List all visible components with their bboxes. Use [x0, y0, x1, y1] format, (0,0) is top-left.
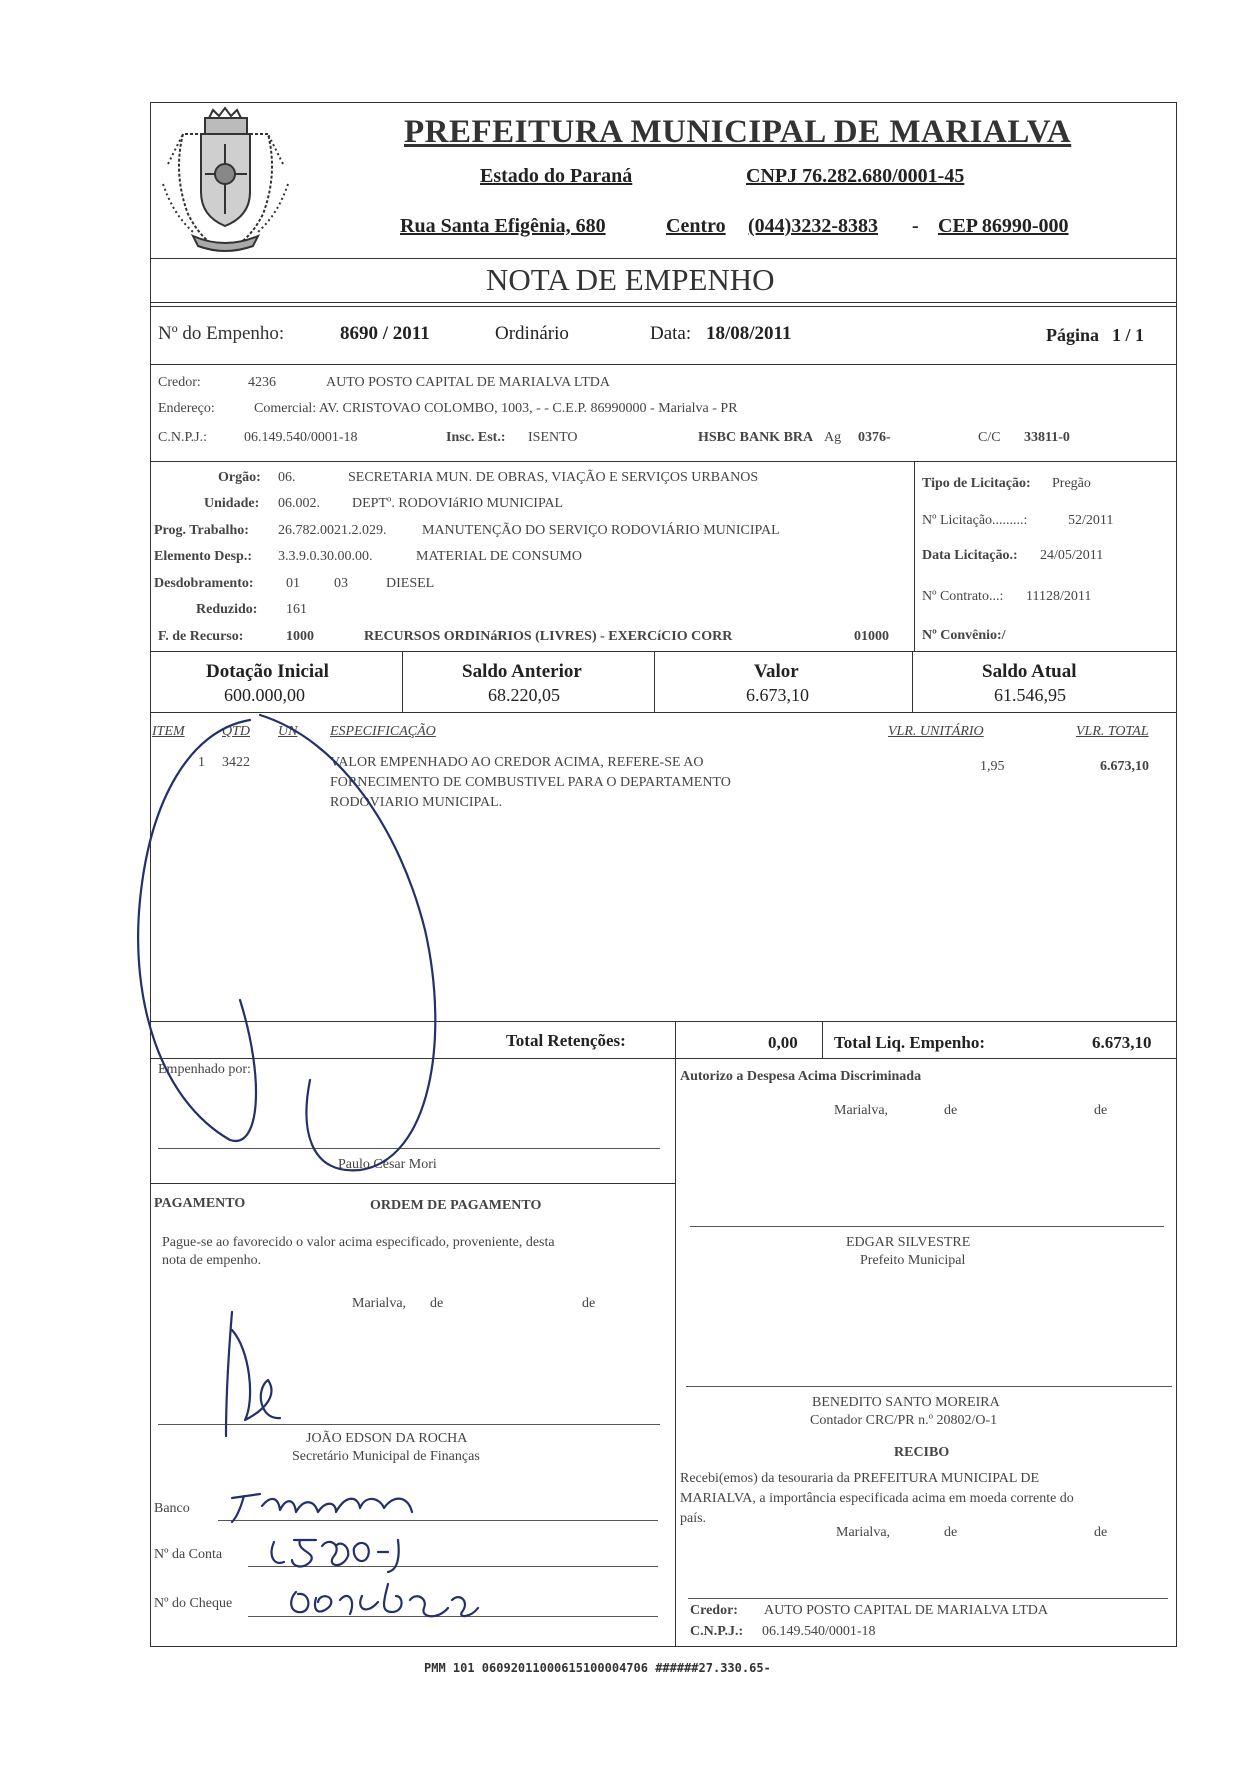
total-retencoes-label: Total Retenções:: [506, 1031, 626, 1050]
banco-label: Banco: [154, 1501, 190, 1516]
pagamento-de-1: de: [430, 1296, 444, 1311]
header-cep: CEP 86990-000: [938, 215, 1069, 237]
page-number: 1 / 1: [1112, 325, 1145, 345]
licitacao-num-label: Nº Licitação.........:: [922, 513, 1028, 528]
elemento-name: MATERIAL DE CONSUMO: [416, 549, 582, 564]
recibo-cnpj: 06.149.540/0001-18: [762, 1624, 876, 1639]
unidade-code: 06.002.: [278, 496, 320, 511]
fonte-code: 1000: [286, 629, 314, 644]
elemento-label: Elemento Desp.:: [154, 549, 252, 564]
orgao-name: SECRETARIA MUN. DE OBRAS, VIAÇÃO E SERVIÇOS URBANOS: [348, 470, 759, 485]
insc-value: ISENTO: [528, 430, 578, 445]
insc-label: Insc. Est.:: [446, 430, 506, 445]
item-desc-line-1: VALOR EMPENHADO AO CREDOR ACIMA, REFERE-SE AO: [330, 755, 704, 770]
cheque-label: Nº do Cheque: [154, 1596, 233, 1611]
desdobramento-2: 03: [334, 576, 348, 591]
header-state: Estado do Paraná: [480, 165, 633, 187]
prog-label: Prog. Trabalho:: [154, 523, 249, 538]
recibo-title: RECIBO: [894, 1445, 950, 1460]
credor-name: AUTO POSTO CAPITAL DE MARIALVA LTDA: [326, 375, 610, 390]
empenho-date: 18/08/2011: [706, 323, 792, 344]
saldo-anterior-label: Saldo Anterior: [462, 661, 582, 682]
col-item: ITEM: [152, 724, 185, 739]
col-vlr-unitario: VLR. UNITÁRIO: [888, 724, 984, 739]
desdobramento-1: 01: [286, 576, 300, 591]
cnpj-label: C.N.P.J.:: [158, 430, 208, 445]
reduzido-value: 161: [286, 602, 307, 617]
pagamento-city: Marialva,: [352, 1296, 407, 1311]
unidade-name: DEPTº. RODOVIáRIO MUNICIPAL: [352, 496, 564, 511]
autorizo-de-2: de: [1094, 1103, 1108, 1118]
fonte-label: F. de Recurso:: [158, 629, 244, 644]
col-un: UN: [278, 724, 298, 739]
signature-loop-large: [138, 720, 256, 1141]
credor-address: Comercial: AV. CRISTOVAO COLOMBO, 1003, - - C.E.P. 86990000 - Marialva - PR: [254, 401, 738, 416]
col-vlr-total: VLR. TOTAL: [1076, 724, 1149, 739]
header-phone: (044)3232-8383: [748, 215, 878, 237]
fonte-name: RECURSOS ORDINáRIOS (LIVRES) - EXERCíCIO CORR: [364, 629, 733, 644]
fonte-code-2: 01000: [854, 629, 889, 644]
credor-code: 4236: [248, 375, 276, 390]
autorizo-city: Marialva,: [834, 1103, 889, 1118]
item-number: 1: [198, 755, 205, 770]
desdobramento-name: DIESEL: [386, 576, 435, 591]
desdobramento-label: Desdobramento:: [154, 576, 254, 591]
pagamento-text-2: nota de empenho.: [162, 1253, 262, 1268]
page-label: Página: [1046, 325, 1100, 345]
valor-label: Valor: [754, 661, 799, 682]
empenhado-name: Paulo César Mori: [338, 1157, 437, 1172]
banco-handwriting: [232, 1494, 412, 1522]
col-especificacao: ESPECIFICAÇÃO: [330, 724, 436, 739]
total-retencoes-value: 0,00: [768, 1033, 798, 1052]
saldo-anterior-value: 68.220,05: [488, 685, 560, 705]
prefeito-name: EDGAR SILVESTRE: [846, 1235, 971, 1250]
credor-cnpj: 06.149.540/0001-18: [244, 430, 358, 445]
saldo-atual-label: Saldo Atual: [982, 661, 1077, 682]
autorizo-de-1: de: [944, 1103, 958, 1118]
endereco-label: Endereço:: [158, 401, 215, 416]
total-liq-value: 6.673,10: [1092, 1033, 1152, 1052]
tipo-licitacao-label: Tipo de Licitação:: [922, 476, 1031, 491]
pagamento-label: PAGAMENTO: [154, 1196, 246, 1211]
contador-role: Contador CRC/PR n.º 20802/O-1: [810, 1413, 998, 1428]
licitacao-num: 52/2011: [1068, 513, 1114, 528]
pagamento-text-1: Pague-se ao favorecido o valor acima especificado, proveniente, desta: [162, 1235, 555, 1250]
recibo-de-1: de: [944, 1525, 958, 1540]
contador-name: BENEDITO SANTO MOREIRA: [812, 1395, 1000, 1410]
dotacao-label: Dotação Inicial: [206, 661, 329, 682]
item-desc-line-2: FORNECIMENTO DE COMBUSTIVEL PARA O DEPARTAMENTO: [330, 775, 731, 790]
saldo-atual-value: 61.546,95: [994, 685, 1066, 705]
ag-label: Ag: [824, 430, 842, 445]
cheque-handwriting: [291, 1584, 478, 1616]
cc-label: C/C: [978, 430, 1001, 445]
item-vlr-total: 6.673,10: [1100, 759, 1149, 774]
item-desc-line-3: RODOVIARIO MUNICIPAL.: [330, 795, 503, 810]
header-cnpj: CNPJ 76.282.680/0001-45: [746, 165, 965, 187]
orgao-label: Orgão:: [218, 470, 261, 485]
secretario-role: Secretário Municipal de Finanças: [292, 1449, 480, 1464]
signature-loop-right: [260, 715, 435, 1170]
autorizo-text: Autorizo a Despesa Acima Discriminada: [680, 1069, 922, 1084]
footer-code: PMM 101 06092011000615100004706 ######27.330.65-: [424, 1661, 771, 1675]
reduzido-label: Reduzido:: [196, 602, 258, 617]
conta-handwriting: [272, 1540, 399, 1572]
unidade-label: Unidade:: [204, 496, 260, 511]
signature-pay: [226, 1312, 280, 1436]
empenho-number-label: Nº do Empenho:: [158, 323, 285, 344]
document-title: NOTA DE EMPENHO: [486, 262, 775, 297]
recibo-city: Marialva,: [836, 1525, 891, 1540]
contrato-value: 11128/2011: [1026, 589, 1092, 604]
orgao-code: 06.: [278, 470, 296, 485]
licitacao-data-label: Data Licitação.:: [922, 548, 1018, 563]
recibo-text-3: país.: [680, 1511, 707, 1526]
empenho-number: 8690 / 2011: [340, 323, 430, 344]
ag-value: 0376-: [858, 430, 891, 445]
prog-code: 26.782.0021.2.029.: [278, 523, 387, 538]
pagamento-de-2: de: [582, 1296, 596, 1311]
item-qtd: 3422: [222, 755, 250, 770]
secretario-name: JOÃO EDSON DA ROCHA: [306, 1431, 468, 1446]
convenio-label: Nº Convênio:/: [922, 628, 1006, 643]
conta-label: Nº da Conta: [154, 1547, 223, 1562]
recibo-de-2: de: [1094, 1525, 1108, 1540]
ordem-pagamento-title: ORDEM DE PAGAMENTO: [370, 1198, 542, 1213]
tipo-licitacao: Pregão: [1052, 476, 1091, 491]
bank-name: HSBC BANK BRA: [698, 430, 814, 445]
dotacao-value: 600.000,00: [224, 685, 305, 705]
recibo-text-2: MARIALVA, a importância especificada acima em moeda corrente do: [680, 1491, 1074, 1506]
contrato-label: Nº Contrato...:: [922, 589, 1004, 604]
credor-label: Credor:: [158, 375, 201, 390]
cc-value: 33811-0: [1024, 430, 1070, 445]
empenho-type: Ordinário: [495, 323, 569, 344]
total-liq-label: Total Liq. Empenho:: [834, 1033, 985, 1052]
header-title: PREFEITURA MUNICIPAL DE MARIALVA: [404, 114, 1072, 150]
header-sep: -: [912, 215, 919, 237]
recibo-credor: AUTO POSTO CAPITAL DE MARIALVA LTDA: [764, 1603, 1048, 1618]
licitacao-data: 24/05/2011: [1040, 548, 1104, 563]
recibo-text-1: Recebi(emos) da tesouraria da PREFEITURA MUNICIPAL DE: [680, 1471, 1040, 1486]
recibo-credor-label: Credor:: [690, 1603, 738, 1618]
empenhado-label: Empenhado por:: [158, 1062, 251, 1077]
prog-name: MANUTENÇÃO DO SERVIÇO RODOVIÁRIO MUNICIPAL: [422, 523, 780, 538]
header-district: Centro: [666, 215, 726, 237]
item-vlr-unitario: 1,95: [980, 759, 1005, 774]
empenho-date-label: Data:: [650, 323, 692, 344]
recibo-cnpj-label: C.N.P.J.:: [690, 1624, 744, 1639]
col-qtd: QTD: [222, 724, 251, 739]
header-address: Rua Santa Efigênia, 680: [400, 215, 606, 237]
valor-value: 6.673,10: [746, 685, 809, 705]
prefeito-role: Prefeito Municipal: [860, 1253, 966, 1268]
elemento-code: 3.3.9.0.30.00.00.: [278, 549, 373, 564]
